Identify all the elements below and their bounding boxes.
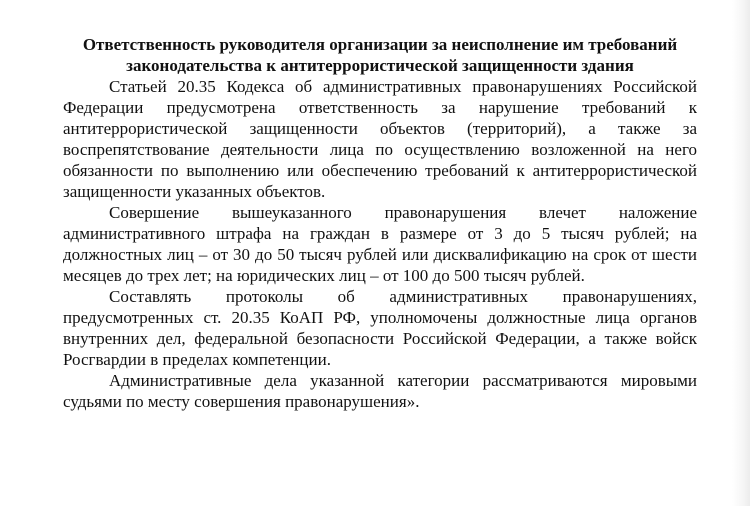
paragraph-authorized-officials: Составлять протоколы об административных правонарушениях, предусмотренных ст. 20.35 КоАП РФ, уполномочены должностные лица органов внутренних дел, федеральной безопасности Российской Федерации, а также войск Росгвардии в пределах компетенции. [63, 287, 697, 369]
page-edge-shadow [732, 0, 750, 506]
paragraph-penalties: Совершение вышеуказанного правонарушения влечет наложение административного штрафа на граждан в размере от 3 до 5 тысяч рублей; на должностных лиц – от 30 до 50 тысяч рублей или дисквалификацию на срок от шести месяцев до трех лет; на юридических лиц – от 100 до 500 тысяч рублей. [63, 203, 697, 285]
document-title: Ответственность руководителя организации за неисполнение им требований законодательства к антитеррористической защищенности здания [82, 35, 678, 75]
paragraph-jurisdiction: Административные дела указанной категории рассматриваются мировыми судьями по месту совершения правонарушения». [63, 371, 697, 411]
document-body [63, 34, 697, 412]
paragraph-article-reference: Статьей 20.35 Кодекса об административных правонарушениях Российской Федерации предусмотрена ответственность за нарушение требований к антитеррористической защищенности объектов (территорий), а также за воспрепятствование деятельности лица по осуществлению возложенной на него обязанности по выполнению или обеспечению требований к антитеррористической защищенности указанных объектов. [63, 77, 697, 201]
